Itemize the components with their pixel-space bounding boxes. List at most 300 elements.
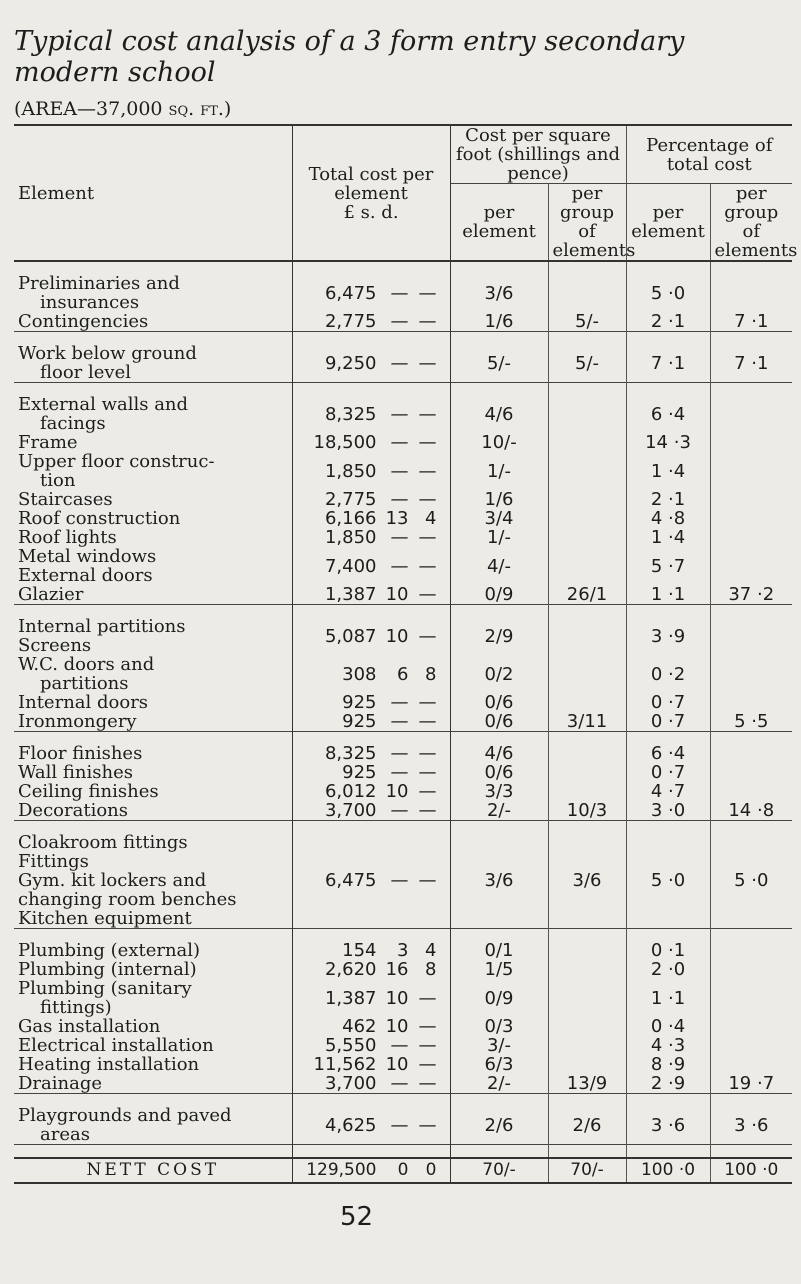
percent-per-group xyxy=(710,744,792,763)
cost-per-group xyxy=(548,693,626,712)
pence: — xyxy=(418,489,437,510)
element-name xyxy=(14,782,292,801)
cost-per-group xyxy=(548,1036,626,1055)
cost-per-element: 4/6 xyxy=(484,403,514,425)
percent-per-group: 7 ·1 xyxy=(710,344,792,383)
cost-per-group: 5/- xyxy=(548,312,626,332)
percent-per-group: 19 ·7 xyxy=(710,1074,792,1094)
element-line: facings xyxy=(40,413,106,434)
element-name xyxy=(14,433,292,452)
pence: — xyxy=(418,1073,437,1094)
shillings: 10 xyxy=(385,584,409,605)
table-row xyxy=(14,960,792,979)
percent-per-element: 2 ·0 xyxy=(626,960,710,979)
pounds: 308 xyxy=(342,663,377,685)
percent-per-element: 5 ·0 xyxy=(626,274,710,312)
element-line: Wall finishes xyxy=(18,762,133,783)
table-row xyxy=(14,979,792,1017)
total-cost-cell xyxy=(292,801,450,821)
percent-per-element: 6 ·4 xyxy=(626,395,710,433)
percent-per-group xyxy=(710,452,792,490)
percent-per-group xyxy=(710,979,792,1017)
element-line: Staircases xyxy=(18,489,113,510)
cost-per-group xyxy=(548,274,626,312)
element-line: areas xyxy=(40,1124,90,1145)
area-note: (AREA—37,000 sq. ft.) xyxy=(14,98,232,120)
cost-per-element: 2/- xyxy=(486,800,511,821)
pounds: 9,250 xyxy=(324,352,377,374)
shillings: — xyxy=(390,403,409,425)
pence: — xyxy=(418,282,437,304)
percent-per-group xyxy=(710,509,792,528)
percent-per-element: 4 ·3 xyxy=(626,1036,710,1055)
element-name xyxy=(14,395,292,433)
element-line: Ironmongery xyxy=(18,711,137,732)
element-line: Screens xyxy=(18,635,92,656)
table-row xyxy=(14,433,792,452)
cost-per-group xyxy=(548,433,626,452)
element-line: Ceiling finishes xyxy=(18,781,159,802)
table-header xyxy=(14,125,792,184)
element-line: changing room benches xyxy=(18,889,237,910)
pence: — xyxy=(418,987,437,1009)
table-row xyxy=(14,312,792,332)
element-name xyxy=(14,744,292,763)
table-row xyxy=(14,617,792,655)
pounds: 2,775 xyxy=(324,311,377,332)
cost-per-group: 2/6 xyxy=(548,1106,626,1145)
header-percentage: Percentage of total cost xyxy=(626,125,792,184)
percent-per-group xyxy=(710,528,792,547)
table-row xyxy=(14,712,792,732)
cost-per-element: 6/3 xyxy=(484,1054,514,1075)
total-cost-cell xyxy=(292,1074,450,1094)
shillings: 6 xyxy=(397,663,409,685)
element-line: Metal windows xyxy=(18,546,157,567)
pence: 0 xyxy=(425,1160,437,1180)
cost-per-element: 0/9 xyxy=(484,987,514,1009)
table-row xyxy=(14,744,792,763)
cost-per-group xyxy=(548,490,626,509)
element-name xyxy=(14,979,292,1017)
percent-per-group xyxy=(710,1036,792,1055)
shillings: — xyxy=(390,762,409,783)
element-line: Playgrounds and paved xyxy=(18,1105,232,1126)
pence: 4 xyxy=(425,508,437,529)
percent-per-group xyxy=(710,655,792,693)
percent-per-group xyxy=(710,1055,792,1074)
total-cost-cell xyxy=(292,1106,450,1145)
element-line: Drainage xyxy=(18,1073,103,1094)
element-line: Kitchen equipment xyxy=(18,908,192,929)
pence: — xyxy=(418,584,437,605)
cost-per-group xyxy=(548,452,626,490)
percent-per-element: 3 ·9 xyxy=(626,617,710,655)
pounds: 6,012 xyxy=(324,781,377,802)
shillings: 10 xyxy=(385,1016,409,1037)
pounds: 4,625 xyxy=(324,1114,377,1136)
total-row xyxy=(14,1158,792,1183)
total-cost-cell xyxy=(292,585,450,605)
element-line: floor level xyxy=(40,362,131,383)
pence: — xyxy=(418,870,437,891)
cost-per-element: 3/6 xyxy=(484,282,514,304)
cost-per-element: 4/- xyxy=(486,555,511,577)
element-line: Plumbing (internal) xyxy=(18,959,197,980)
element-line: Roof lights xyxy=(18,527,117,548)
table-row xyxy=(14,782,792,801)
percent-per-element: 4 ·7 xyxy=(626,782,710,801)
total-cost-cell xyxy=(292,312,450,332)
pounds: 129,500 xyxy=(306,1160,377,1180)
percent-per-element: 5 ·7 xyxy=(626,547,710,585)
total-cost-cell xyxy=(292,490,450,509)
total-cost-cell xyxy=(292,941,450,960)
pounds: 6,475 xyxy=(324,282,377,304)
pence: — xyxy=(418,625,437,647)
pence: — xyxy=(418,403,437,425)
total-cost-cell xyxy=(292,655,450,693)
pence: 8 xyxy=(425,663,437,685)
element-name xyxy=(14,1036,292,1055)
element-line: Plumbing (external) xyxy=(18,940,201,961)
shillings: 10 xyxy=(385,625,409,647)
cost-per-element: 3/- xyxy=(486,1035,511,1056)
pounds: 2,775 xyxy=(324,489,377,510)
group-separator xyxy=(14,1145,792,1159)
header-ppe: per element xyxy=(626,184,710,262)
element-name xyxy=(14,941,292,960)
percent-per-element: 2 ·1 xyxy=(626,490,710,509)
element-name xyxy=(14,509,292,528)
total-cost-cell xyxy=(292,782,450,801)
total-cost-per-group: 70/- xyxy=(548,1158,626,1183)
total-cost-cell xyxy=(292,693,450,712)
element-name xyxy=(14,528,292,547)
element-name xyxy=(14,712,292,732)
percent-per-group xyxy=(710,941,792,960)
shillings: — xyxy=(390,800,409,821)
total-cost-per-element: 70/- xyxy=(450,1158,548,1183)
element-name xyxy=(14,763,292,782)
element-name xyxy=(14,1055,292,1074)
table-row xyxy=(14,509,792,528)
header-element: Element xyxy=(14,125,292,261)
table-row xyxy=(14,1017,792,1036)
element-name xyxy=(14,655,292,693)
pounds: 6,166 xyxy=(324,508,377,529)
element-name xyxy=(14,452,292,490)
pence: — xyxy=(418,555,437,577)
total-cost-cell xyxy=(292,433,450,452)
table-row xyxy=(14,528,792,547)
cost-per-group: 10/3 xyxy=(548,801,626,821)
percent-per-group: 14 ·8 xyxy=(710,801,792,821)
pence: — xyxy=(418,1114,437,1136)
total-cost-cell xyxy=(292,509,450,528)
cost-per-element: 0/6 xyxy=(484,711,514,732)
table-row xyxy=(14,274,792,312)
element-name xyxy=(14,312,292,332)
element-line: External doors xyxy=(18,565,153,586)
pounds: 5,550 xyxy=(324,1035,377,1056)
shillings: 10 xyxy=(385,781,409,802)
table-row xyxy=(14,395,792,433)
percent-per-group: 37 ·2 xyxy=(710,585,792,605)
element-name xyxy=(14,617,292,655)
cost-per-element: 0/9 xyxy=(484,584,514,605)
element-line: W.C. doors and xyxy=(18,654,155,675)
total-cost-cell xyxy=(292,528,450,547)
total-cost-cell xyxy=(292,274,450,312)
cost-per-group xyxy=(548,763,626,782)
percent-per-element: 1 ·1 xyxy=(626,585,710,605)
pence: — xyxy=(418,800,437,821)
header-cost-sq-ft: Cost per square foot (shillings and pence) xyxy=(450,125,626,184)
total-cost-cell xyxy=(292,395,450,433)
cost-per-group xyxy=(548,979,626,1017)
element-name xyxy=(14,547,292,585)
pence: — xyxy=(418,352,437,374)
pence: — xyxy=(418,527,437,548)
shillings: — xyxy=(390,352,409,374)
pence: — xyxy=(418,692,437,713)
percent-per-group xyxy=(710,960,792,979)
pence: — xyxy=(418,1016,437,1037)
percent-per-element: 7 ·1 xyxy=(626,344,710,383)
element-line: Upper floor construc- xyxy=(18,451,215,472)
percent-per-group: 7 ·1 xyxy=(710,312,792,332)
pounds: 18,500 xyxy=(313,432,377,453)
shillings: — xyxy=(390,527,409,548)
cost-per-element: 3/3 xyxy=(484,781,514,802)
element-name xyxy=(14,344,292,383)
shillings: — xyxy=(390,282,409,304)
total-cost-cell xyxy=(292,547,450,585)
cost-per-group xyxy=(548,509,626,528)
percent-per-group: 5 ·0 xyxy=(710,833,792,929)
percent-per-element: 8 ·9 xyxy=(626,1055,710,1074)
total-cost-cell xyxy=(292,1036,450,1055)
pence: — xyxy=(418,460,437,482)
element-line: Internal partitions xyxy=(18,616,186,637)
element-line: Glazier xyxy=(18,584,84,605)
table-row xyxy=(14,1106,792,1145)
header-total-cost-label: Total cost per element xyxy=(308,163,434,204)
cost-per-element: 0/1 xyxy=(484,940,514,961)
percent-per-group xyxy=(710,274,792,312)
shillings: — xyxy=(390,555,409,577)
percent-per-group xyxy=(710,433,792,452)
table-row xyxy=(14,1055,792,1074)
pounds: 1,387 xyxy=(324,584,377,605)
percent-per-element: 1 ·1 xyxy=(626,979,710,1017)
table-row xyxy=(14,1036,792,1055)
pounds: 154 xyxy=(342,940,377,961)
element-name xyxy=(14,585,292,605)
element-line: Frame xyxy=(18,432,78,453)
shillings: — xyxy=(390,432,409,453)
shillings: — xyxy=(390,711,409,732)
percent-per-element: 3 ·6 xyxy=(626,1106,710,1145)
total-cost-cell xyxy=(292,1055,450,1074)
cost-per-element: 2/6 xyxy=(484,1114,514,1136)
cost-per-element: 1/6 xyxy=(484,489,514,510)
pence: 8 xyxy=(425,959,437,980)
percent-per-element: 0 ·7 xyxy=(626,712,710,732)
total-cost-cell xyxy=(292,763,450,782)
total-percent-per-group: 100 ·0 xyxy=(710,1158,792,1183)
percent-per-element: 0 ·1 xyxy=(626,941,710,960)
cost-per-element: 1/6 xyxy=(484,311,514,332)
element-name xyxy=(14,833,292,929)
element-line: insurances xyxy=(40,292,140,313)
pounds: 1,850 xyxy=(324,527,377,548)
pence: — xyxy=(418,1035,437,1056)
percent-per-element: 0 ·7 xyxy=(626,763,710,782)
element-line: Decorations xyxy=(18,800,128,821)
element-name xyxy=(14,801,292,821)
percent-per-element: 2 ·9 xyxy=(626,1074,710,1094)
percent-per-element: 2 ·1 xyxy=(626,312,710,332)
pence: 4 xyxy=(425,940,437,961)
page-number: 52 xyxy=(340,1202,374,1232)
table-row xyxy=(14,452,792,490)
shillings: — xyxy=(390,1035,409,1056)
pence: — xyxy=(418,711,437,732)
pence: — xyxy=(418,432,437,453)
shillings: 16 xyxy=(385,959,409,980)
pounds: 3,700 xyxy=(324,800,377,821)
cost-per-group xyxy=(548,617,626,655)
element-name xyxy=(14,274,292,312)
element-line: Preliminaries and xyxy=(18,273,180,294)
cost-per-group: 5/- xyxy=(548,344,626,383)
cost-per-group: 26/1 xyxy=(548,585,626,605)
cost-per-group xyxy=(548,395,626,433)
percent-per-element: 4 ·8 xyxy=(626,509,710,528)
element-name xyxy=(14,1106,292,1145)
pounds: 925 xyxy=(342,692,377,713)
percent-per-group xyxy=(710,547,792,585)
cost-per-element: 1/- xyxy=(486,460,511,482)
cost-per-element: 4/6 xyxy=(484,743,514,764)
table-row xyxy=(14,1074,792,1094)
table-row xyxy=(14,344,792,383)
cost-per-group xyxy=(548,960,626,979)
header-currency: £ s. d. xyxy=(343,201,399,223)
cost-per-element: 3/4 xyxy=(484,508,514,529)
cost-per-group: 13/9 xyxy=(548,1074,626,1094)
cost-per-group xyxy=(548,744,626,763)
shillings: — xyxy=(390,1114,409,1136)
percent-per-group: 5 ·5 xyxy=(710,712,792,732)
shillings: — xyxy=(390,870,409,891)
percent-per-element: 3 ·0 xyxy=(626,801,710,821)
shillings: — xyxy=(390,1073,409,1094)
total-label: NETT COST xyxy=(14,1158,292,1183)
total-cost-cell xyxy=(292,617,450,655)
pounds: 1,387 xyxy=(324,987,377,1009)
cost-per-element: 0/2 xyxy=(484,663,514,685)
table-row xyxy=(14,490,792,509)
element-line: Gas installation xyxy=(18,1016,161,1037)
cost-per-group xyxy=(548,1017,626,1036)
element-line: Roof construction xyxy=(18,508,181,529)
percent-per-group xyxy=(710,782,792,801)
percent-per-group xyxy=(710,1017,792,1036)
pounds: 1,850 xyxy=(324,460,377,482)
pounds: 3,700 xyxy=(324,1073,377,1094)
element-name xyxy=(14,1074,292,1094)
pence: — xyxy=(418,743,437,764)
table-row xyxy=(14,585,792,605)
pounds: 6,475 xyxy=(324,870,377,891)
cost-per-group xyxy=(548,547,626,585)
element-line: External walls and xyxy=(18,394,189,415)
cost-per-element: 5/- xyxy=(486,352,511,374)
percent-per-element: 6 ·4 xyxy=(626,744,710,763)
percent-per-element: 1 ·4 xyxy=(626,452,710,490)
percent-per-group xyxy=(710,693,792,712)
percent-per-group xyxy=(710,395,792,433)
cost-per-group xyxy=(548,528,626,547)
cost-analysis-table xyxy=(14,124,798,1184)
shillings: — xyxy=(390,743,409,764)
table-row xyxy=(14,547,792,585)
pounds: 5,087 xyxy=(324,625,377,647)
element-line: fittings) xyxy=(40,997,112,1018)
element-line: Floor finishes xyxy=(18,743,143,764)
percent-per-element: 0 ·4 xyxy=(626,1017,710,1036)
shillings: — xyxy=(390,460,409,482)
table-row xyxy=(14,693,792,712)
element-line: partitions xyxy=(40,673,129,694)
table-row xyxy=(14,655,792,693)
element-line: Plumbing (sanitary xyxy=(18,978,192,999)
shillings: — xyxy=(390,311,409,332)
pence: — xyxy=(418,311,437,332)
cost-per-element: 1/5 xyxy=(484,959,514,980)
pounds: 7,400 xyxy=(324,555,377,577)
pounds: 462 xyxy=(342,1016,377,1037)
pounds: 925 xyxy=(342,762,377,783)
total-cost-cell xyxy=(292,960,450,979)
cost-per-element: 0/6 xyxy=(484,692,514,713)
element-name xyxy=(14,1017,292,1036)
header-cpg: per group of elements xyxy=(548,184,626,262)
table-row xyxy=(14,763,792,782)
cost-per-group xyxy=(548,1055,626,1074)
total-cost-cell xyxy=(292,452,450,490)
percent-per-element: 0 ·7 xyxy=(626,693,710,712)
table-row xyxy=(14,941,792,960)
pounds: 925 xyxy=(342,711,377,732)
percent-per-element: 0 ·2 xyxy=(626,655,710,693)
cost-per-element: 2/9 xyxy=(484,625,514,647)
element-line: Work below ground xyxy=(18,343,197,364)
total-cost-cell xyxy=(292,344,450,383)
element-name xyxy=(14,960,292,979)
shillings: 13 xyxy=(385,508,409,529)
pounds: 8,325 xyxy=(324,403,377,425)
cost-per-group: 3/11 xyxy=(548,712,626,732)
pounds: 11,562 xyxy=(313,1054,377,1075)
table-row xyxy=(14,833,792,929)
pounds: 8,325 xyxy=(324,743,377,764)
percent-per-element: 14 ·3 xyxy=(626,433,710,452)
pounds: 2,620 xyxy=(324,959,377,980)
